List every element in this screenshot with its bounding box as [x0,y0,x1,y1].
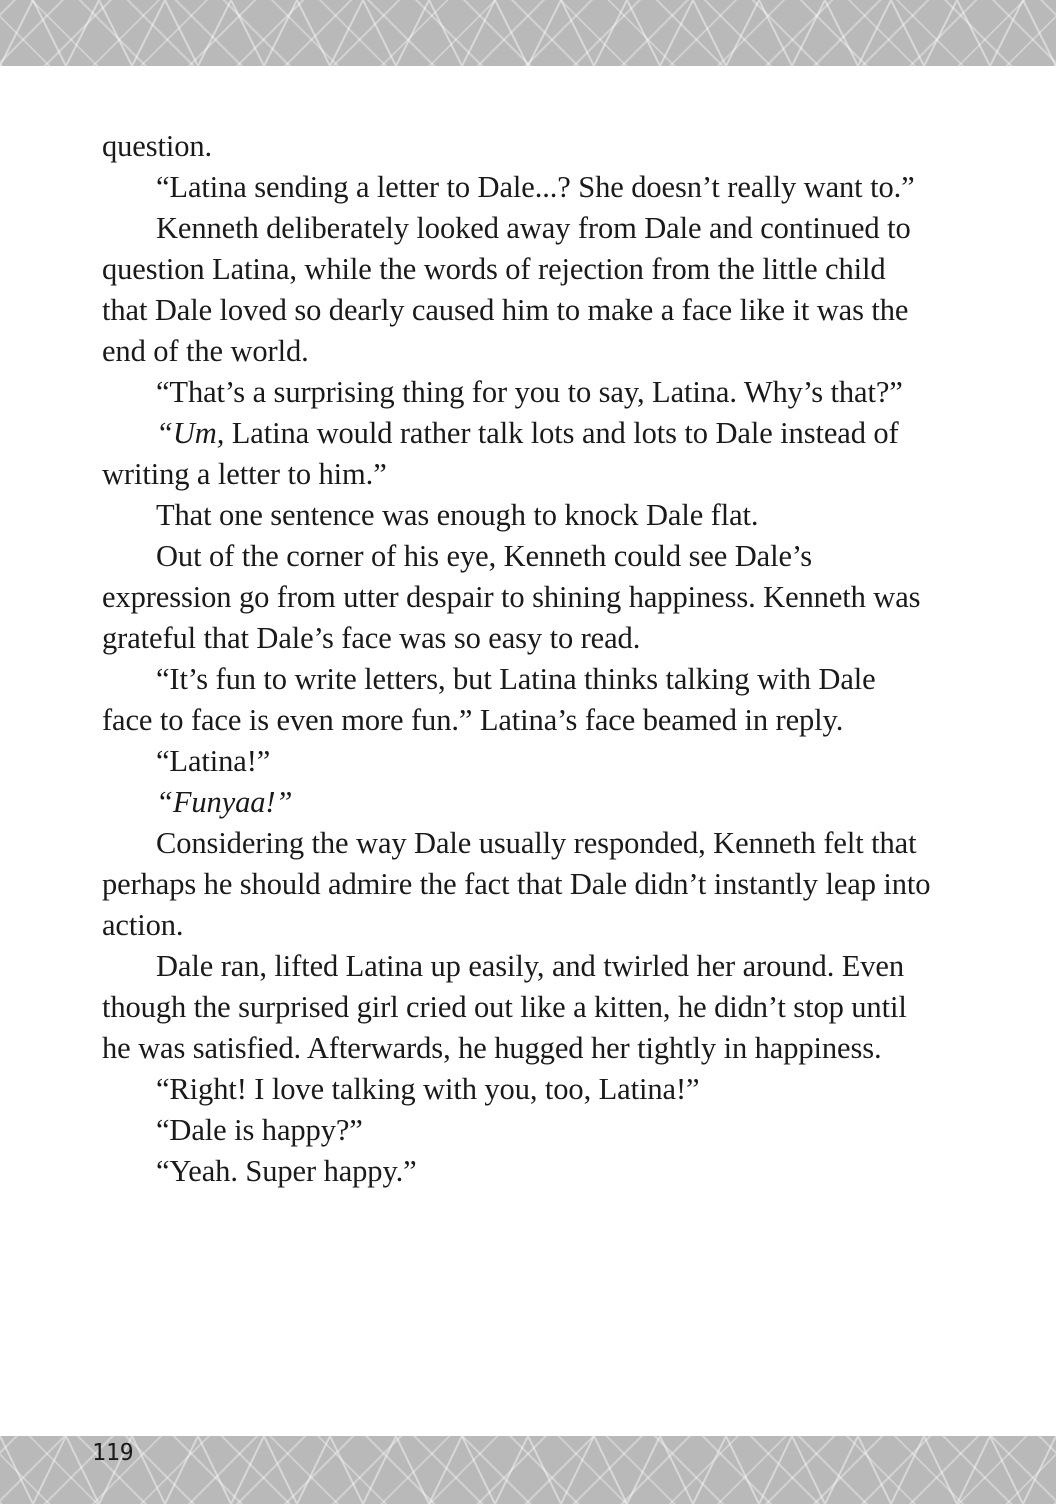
bottom-decorative-band [0,1436,1056,1504]
paragraph-text: Latina would rather talk lots and lots to Dale instead of writing a letter to him.” [102,416,899,491]
paragraph: That one sentence was enough to knock Dale flat. [156,498,759,532]
paragraph [102,413,932,495]
top-band-pattern [0,0,1056,66]
paragraph: “Right! I love talking with you, too, Latina!” [156,1072,700,1106]
body-text [102,126,932,1192]
top-decorative-band [0,0,1056,66]
paragraph: question. [102,129,213,163]
paragraph: Out of the corner of his eye, Kenneth could see Dale’s expression go from utter despair to shining happiness. Kenneth was grateful that Dale’s face was so easy to read. [102,539,921,655]
paragraph: “That’s a surprising thing for you to say, Latina. Why’s that?” [156,375,903,409]
paragraph: Kenneth deliberately looked away from Dale and continued to question Latina, while the words of rejection from the little child that Dale loved so dearly caused him to make a face like it was the end of the world. [102,211,911,368]
italic-text: “Funyaa!” [156,785,293,819]
bottom-band-pattern [0,1436,1056,1504]
paragraph: “It’s fun to write letters, but Latina thinks talking with Dale face to face is even more fun.” Latina’s face beamed in reply. [102,662,876,737]
page-number: 119 [92,1440,134,1466]
paragraph: “Latina sending a letter to Dale...? She doesn’t really want to.” [156,170,915,204]
paragraph [102,782,932,823]
italic-text: “Um, [156,416,225,450]
paragraph: “Latina!” [156,744,271,778]
paragraph: Considering the way Dale usually responded, Kenneth felt that perhaps he should admire the fact that Dale didn’t instantly leap into action. [102,826,931,942]
paragraph: “Dale is happy?” [156,1113,363,1147]
paragraph: Dale ran, lifted Latina up easily, and twirled her around. Even though the surprised girl cried out like a kitten, he didn’t stop until he was satisfied. Afterwards, he hugged her tightly in happiness. [102,949,907,1065]
paragraph: “Yeah. Super happy.” [156,1154,417,1188]
